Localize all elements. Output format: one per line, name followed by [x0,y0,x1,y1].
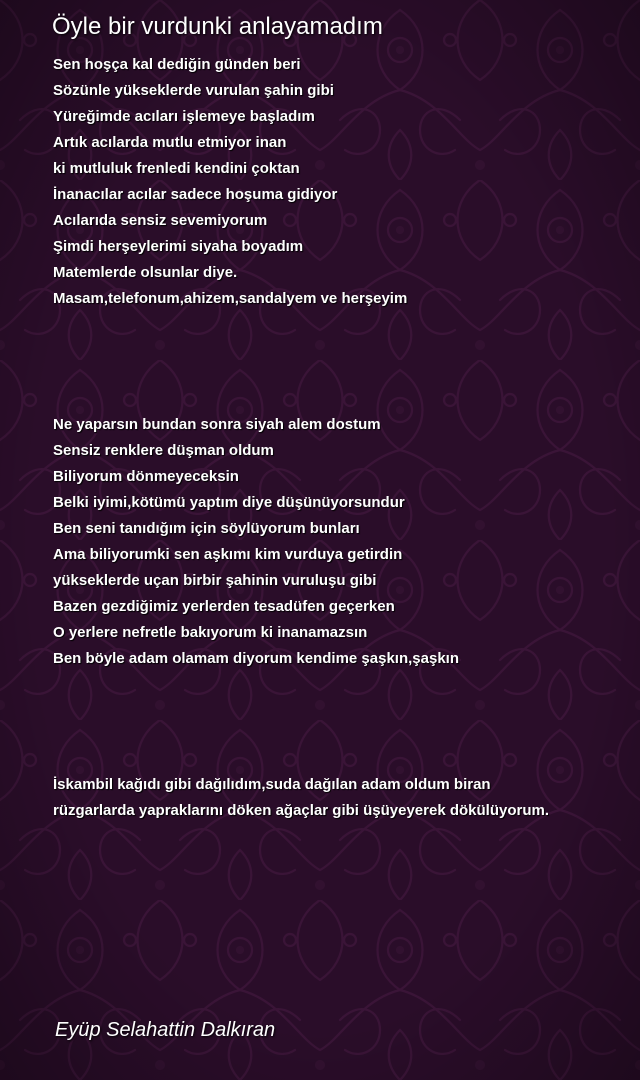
poem-line: Şimdi herşeylerimi siyaha boyadım [53,238,304,255]
stanza-3 [53,772,549,824]
poem-line: Ne yaparsın bundan sonra siyah alem dostum [53,416,381,433]
poem-line: Belki iyimi,kötümü yaptım diye düşünüyorsundur [53,494,405,511]
poem-line: yükseklerde uçan birbir şahinin vuruluşu gibi [53,572,377,589]
poem-line: O yerlere nefretle bakıyorum ki inanamazsın [53,624,368,641]
poem-line: İnanacılar acılar sadece hoşuma gidiyor [53,186,338,203]
poem-line: Acılarıda sensiz sevemiyorum [53,212,268,229]
poem-line: Sen hoşça kal dediğin günden beri [53,56,301,73]
poem-line: Masam,telefonum,ahizem,sandalyem ve herşeyim [53,290,408,307]
poem-author: Eyüp Selahattin Dalkıran [55,1019,276,1041]
poem-line: Ama biliyorumki sen aşkımı kim vurduya getirdin [53,546,403,563]
poem-line: Biliyorum dönmeyeceksin [53,468,239,485]
poem-line: Sensiz renklere düşman oldum [53,442,274,459]
poem-line: Artık acılarda mutlu etmiyor inan [53,134,287,151]
stanza-2 [53,412,459,672]
poem-line: ki mutluluk frenledi kendini çoktan [53,160,300,177]
poem-line: rüzgarlarda yapraklarını döken ağaçlar gibi üşüyeyerek dökülüyorum. [53,802,550,819]
poem-line: Matemlerde olsunlar diye. [53,264,238,281]
poem-line: Ben böyle adam olamam diyorum kendime şaşkın,şaşkın [53,650,459,667]
poem-line: Sözünle yükseklerde vurulan şahin gibi [53,82,334,99]
poem-title: Öyle bir vurdunki anlayamadım [52,13,383,40]
poem-line: Yüreğimde acıları işlemeye başladım [53,108,315,125]
poem-line: Ben seni tanıdığım için söylüyorum bunları [53,520,360,537]
poem-line: Bazen gezdiğimiz yerlerden tesadüfen geçerken [53,598,395,615]
stanza-1 [53,52,407,312]
poem-line: İskambil kağıdı gibi dağılıdım,suda dağılan adam oldum biran [53,776,491,793]
